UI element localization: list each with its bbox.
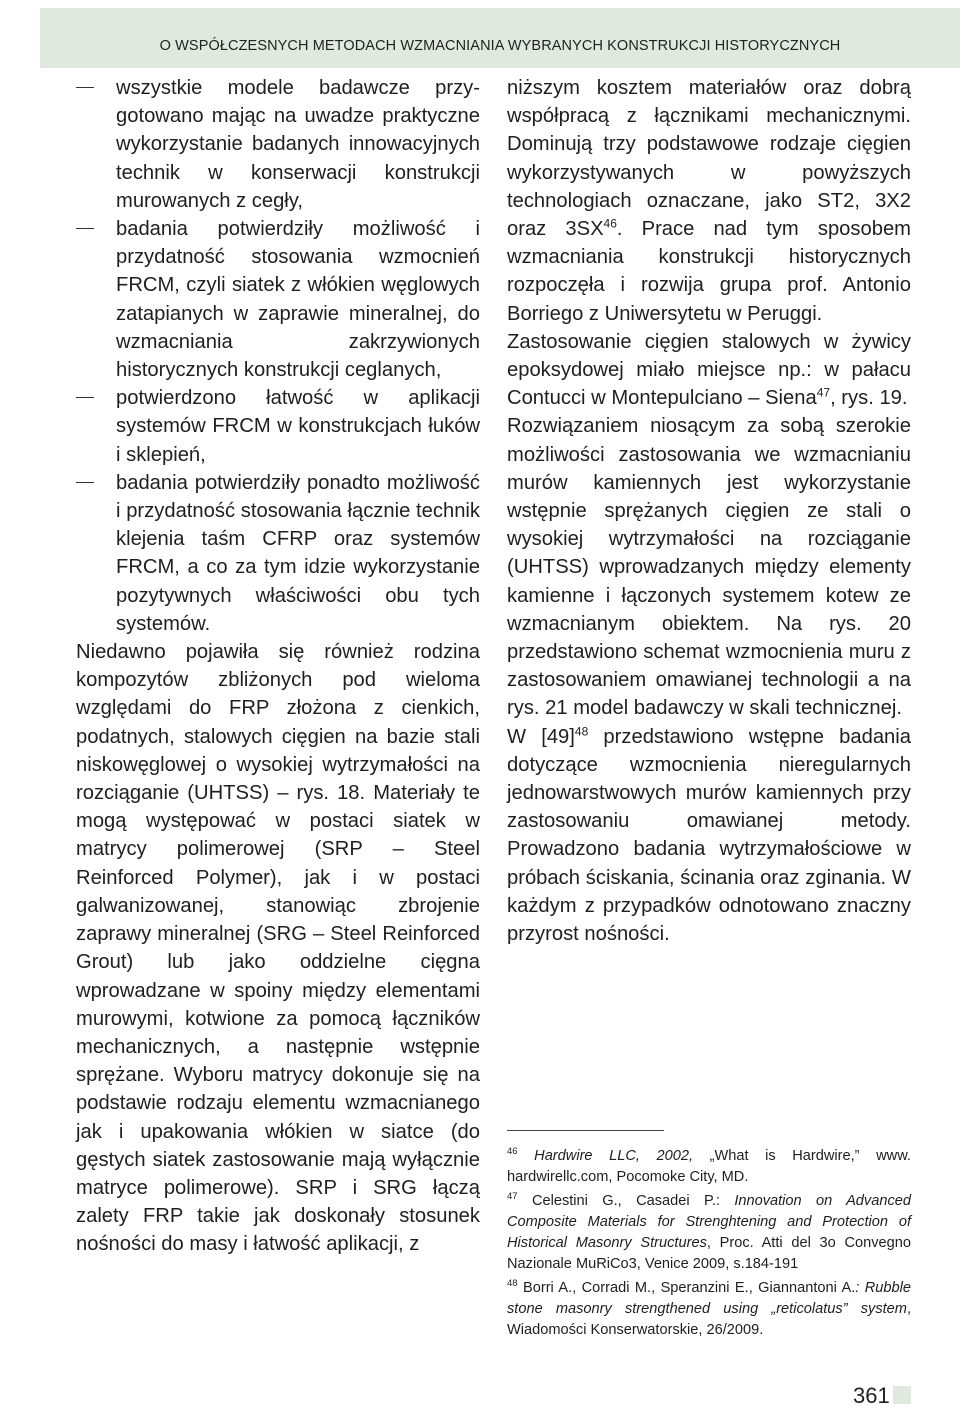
body-paragraph: Niedawno pojawiła się również rodzina kompozytów zbliżonych pod wieloma względami do FRP złożona z cienkich, podatnych, stalowych cięgien na bazie stali niskowęglowej o wysokiej wytrzymałości na rozciąganie (UHTSS) – rys. 18. Materiały te mogą występować w postaci siatek w matrycy polimerowej (SRP – Steel Reinforced Polymer), jak i w postaci galwanizowanej, stanowiąc zbrojenie zaprawy mineralnej (SRG – Steel Reinforced Grout) lub jako oddzielne cięgna wprowadzane w spoiny między elementami murowymi, kotwione za pomocą łączników mechanicznych, a następnie wstępnie sprężane. Wyboru matrycy dokonuje się na podstawie rodzaju elementu wzmacnianego jak i upakowania włókien w siatce (do gęstych siatek zastosowanie mają wyłącznie matryce polimerowe). SRP i SRG łączą zalety FRP takie jak doskonały stosunek nośności do masy i łatwość aplikacji, z [76, 641, 480, 1256]
body-paragraph [507, 328, 911, 413]
body-paragraph [507, 74, 911, 328]
left-column [76, 74, 480, 1259]
running-title: O WSPÓŁCZESNYCH METODACH WZMACNIANIA WYBRANYCH KONSTRUKCJI HISTORYCZNYCH [159, 38, 841, 54]
list-item [76, 215, 480, 384]
dash-bullet-icon [76, 228, 94, 229]
footnote-text: Celestini G., Casadei P.: [517, 1193, 735, 1209]
dash-bullet-icon [76, 87, 94, 88]
footnote-number: 47 [507, 1191, 518, 1203]
footnote-ref: 48 [574, 723, 589, 738]
body-paragraph [507, 723, 911, 949]
footnote-divider [507, 1130, 664, 1131]
paragraph-text: , rys. 19. [830, 387, 908, 410]
footnote-italic: Innovation on Advanced Composite Materials for Strenghtening and Protection of Historical Masonry Structures [507, 1193, 911, 1251]
footnote-text: , Proc. Atti del 3o Convegno Nazionale MuRiCo3, Venice 2009, s.184-191 [507, 1235, 911, 1272]
running-header [40, 8, 960, 68]
list-item-text: badania potwierdziły możliwość i przydatność stosowania wzmocnień FRCM, czyli siatek z włókien węglowych zatapianych w zaprawie mineralnej, do wzmacniania zakrzywionych historycznych konstrukcji ceglanych, [116, 218, 480, 382]
list-item [76, 384, 480, 469]
footnote-text: Borri A., Corradi M., Speranzini E., Giannantoni A. [517, 1280, 856, 1296]
footnote-number: 48 [507, 1278, 518, 1290]
footnote [507, 1278, 911, 1341]
list-item-text: potwierdzono łatwość w aplikacji systemów FRCM w konstrukcjach łuków i sklepień, [116, 387, 480, 466]
footnote-ref: 47 [816, 385, 831, 400]
dash-bullet-icon [76, 397, 94, 398]
page-number: 361 [853, 1383, 890, 1408]
page-marker-square [893, 1386, 911, 1404]
footnote [507, 1191, 911, 1275]
list-item [76, 469, 480, 638]
footnote-number: 46 [507, 1146, 518, 1158]
dash-bullet-icon [76, 482, 94, 483]
paragraph-text: W [49] [507, 725, 575, 748]
footnote-italic: Hardwire LLC, 2002, [534, 1148, 694, 1164]
paragraph-text: przedstawiono wstępne badania dotyczące wzmocnienia nieregularnych jednowarstwowych murów kamiennych przy zastosowaniu omawianej metody. Prowadzono badania wytrzymałościowe w próbach ściskania, ścinania oraz zginania. W każdym z przypadków odnotowano znaczny przyrost nośności. [507, 725, 911, 946]
footnote-text: , Wiadomości Konserwatorskie, 26/2009. [507, 1301, 911, 1338]
body-paragraph: Rozwiązaniem niosącym za sobą szerokie możliwości zastosowania we wzmacnianiu murów kamiennych jest wykorzystanie wstępnie sprężanych cięgien ze stali o wysokiej wytrzymałości na rozciąganie (UHTSS) wprowadzanych między elementy kamienne i łączonych systemem kotew ze wzmacnianym obiektem. Na rys. 20 przedstawiono schemat wzmocnienia muru z zastosowaniem omawianej technologii a na rys. 21 model badawczy w skali technicznej. [507, 415, 911, 720]
paragraph-text: Zastosowanie cięgien stalowych w żywicy epoksydowej miało miejsce np.: w pałacu Contucci w Montepulciano – Siena [507, 330, 911, 410]
footnote-text: „What is Hardwire,” www. hardwirellc.com, Pocomoke City, MD. [507, 1148, 911, 1185]
footnote-italic: : Rubble stone masonry strengthened using „reticolatus” system [507, 1280, 911, 1317]
list-item-text: badania potwierdziły ponadto możliwość i przydatność stosowania łącznie technik klejenia taśm CFRP oraz systemów FRCM, a co za tym idzie wykorzystanie pozytywnych właściwości obu tych systemów. [116, 471, 480, 635]
conclusions-list [76, 74, 480, 638]
footnotes [507, 1146, 911, 1344]
paragraph-text: . Prace nad tym sposobem wzmacniania konstrukcji historycznych rozpoczęła i rozwija grupa prof. Antonio Borriego z Uniwersytetu w Peruggi. [507, 218, 911, 325]
list-item-text: wszystkie modele badawcze przygotowano mając na uwadze praktyczne wykorzystanie badanych innowacyjnych technik w konserwacji konstrukcji murowanych z cegły, [116, 77, 480, 212]
paragraph-text: niższym kosztem materiałów oraz dobrą współpracą z łącznikami mechanicznymi. Dominują trzy podstawowe rodzaje cięgien wykorzystywanych w powyższych technologiach oznaczane, jako ST2, 3X2 oraz 3SX [507, 77, 911, 241]
footnote-ref: 46 [603, 216, 617, 231]
right-column [507, 74, 911, 948]
list-item [76, 74, 480, 215]
footnote [507, 1146, 911, 1188]
